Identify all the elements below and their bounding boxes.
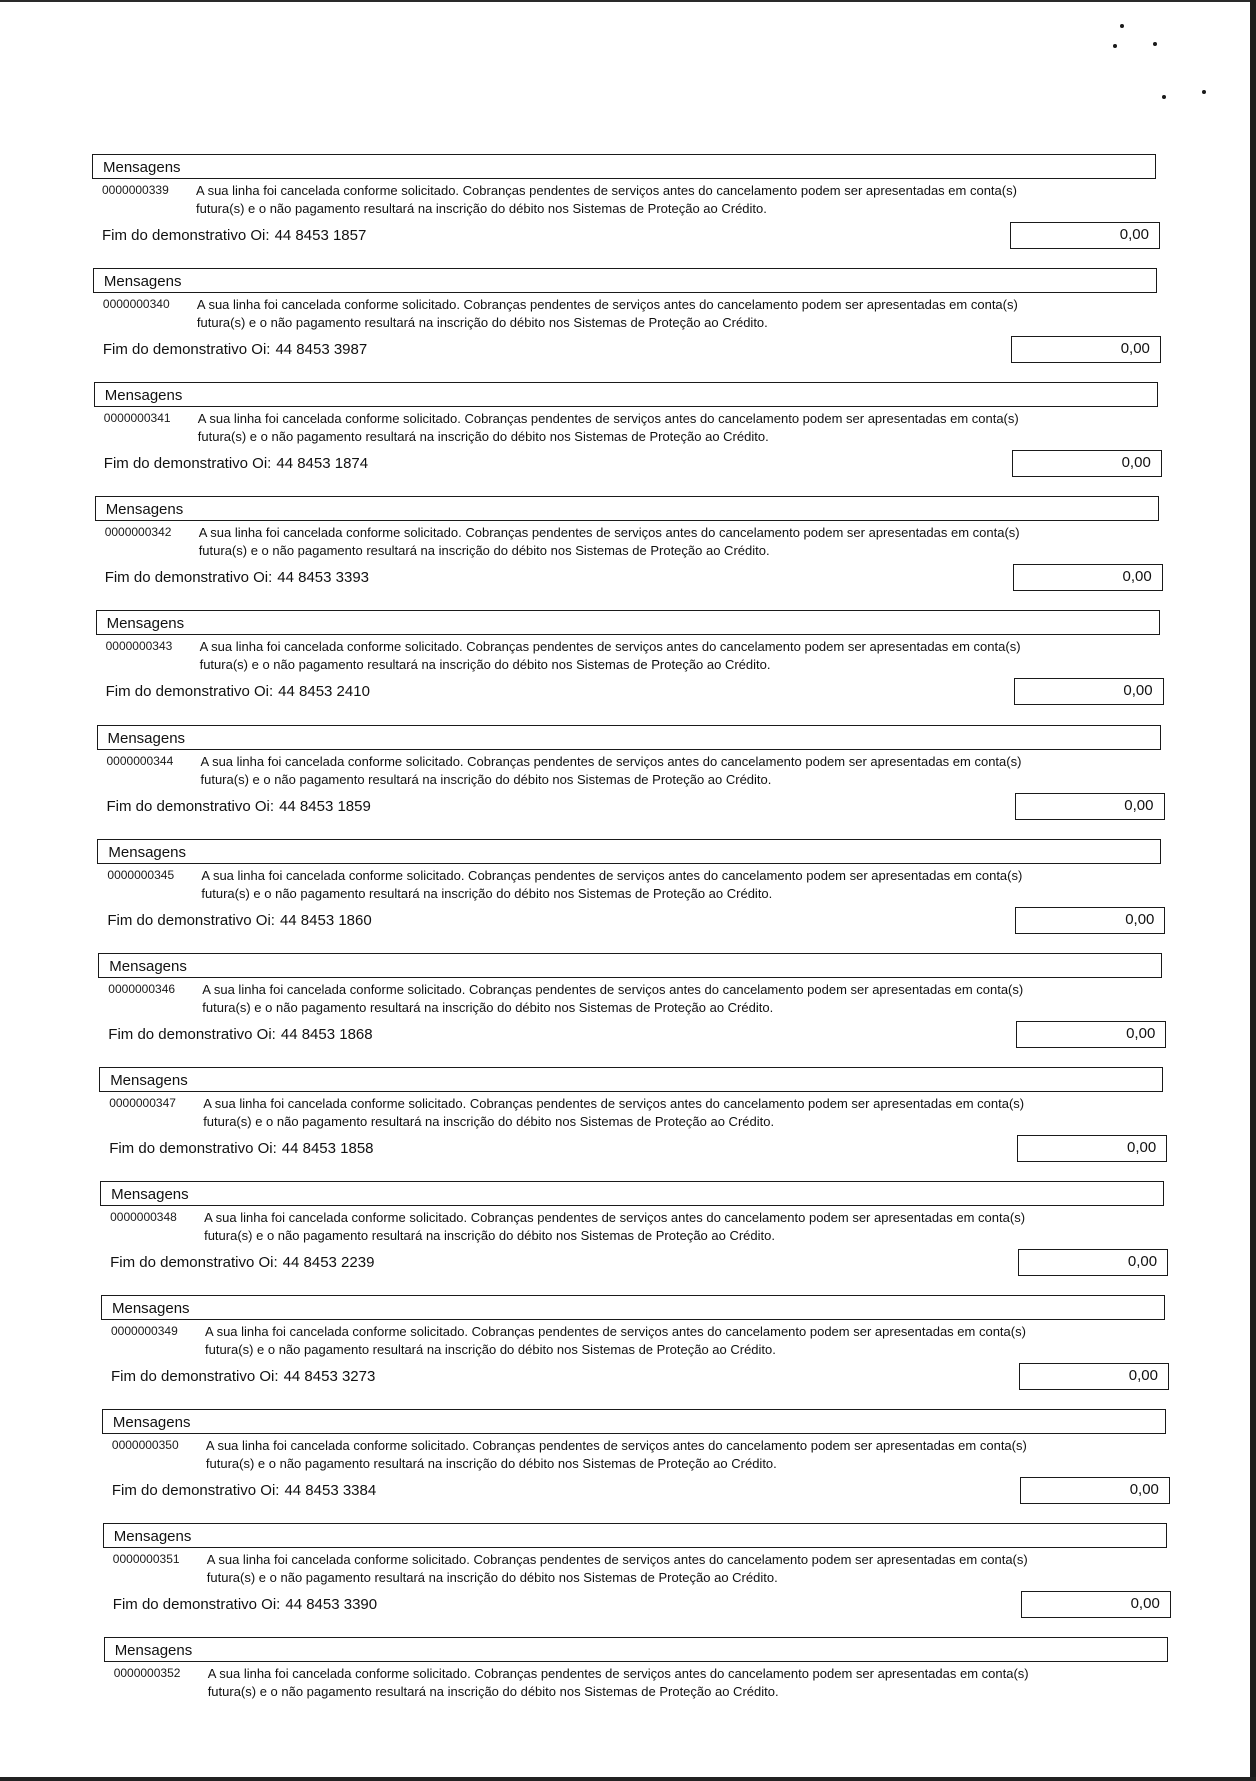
amount-box: 0,00 bbox=[1012, 450, 1162, 477]
statement-end-prefix: Fim do demonstrativo Oi: bbox=[105, 683, 274, 701]
message-text bbox=[205, 1323, 1165, 1359]
message-code: 0000000342 bbox=[104, 525, 172, 540]
messages-header-label: Mensagens bbox=[112, 1414, 191, 1432]
message-text-line-1: A sua linha foi cancelada conforme solicitado. Cobranças pendentes de serviços antes do cancelamento podem ser apresentadas em conta(s) bbox=[196, 297, 1018, 313]
message-text-line-1: A sua linha foi cancelada conforme solicitado. Cobranças pendentes de serviços antes do cancelamento podem ser apresentadas em conta(s) bbox=[207, 1666, 1029, 1682]
statement-end-prefix: Fim do demonstrativo Oi: bbox=[103, 455, 272, 473]
messages-header-label: Mensagens bbox=[105, 501, 184, 519]
message-text bbox=[204, 1209, 1164, 1245]
messages-header-label: Mensagens bbox=[108, 843, 186, 861]
statement-end-label bbox=[111, 1368, 375, 1386]
amount-box: 0,00 bbox=[1014, 678, 1164, 705]
message-code: 0000000340 bbox=[102, 297, 170, 312]
message-text bbox=[201, 753, 1161, 789]
message-text-line-1: A sua linha foi cancelada conforme solicitado. Cobranças pendentes de serviços antes do cancelamento podem ser apresentadas em conta(s) bbox=[202, 981, 1024, 997]
statement-end-label bbox=[103, 341, 367, 359]
message-text-line-1: A sua linha foi cancelada conforme solicitado. Cobranças pendentes de serviços antes do cancelamento podem ser apresentadas em conta(s) bbox=[198, 525, 1020, 541]
messages-header-label: Mensagens bbox=[103, 273, 182, 291]
message-section bbox=[5, 725, 1256, 825]
amount-box: 0,00 bbox=[1016, 1021, 1166, 1048]
phone-number: 44 8453 3390 bbox=[285, 1596, 378, 1614]
messages-header bbox=[100, 1181, 1164, 1206]
message-text bbox=[206, 1437, 1166, 1473]
message-text bbox=[197, 296, 1157, 332]
statement-end-prefix: Fim do demonstrativo Oi: bbox=[111, 1482, 280, 1500]
phone-number: 44 8453 1868 bbox=[280, 1025, 373, 1043]
amount-box: 0,00 bbox=[1018, 1249, 1168, 1276]
message-code: 0000000348 bbox=[110, 1209, 177, 1224]
message-text-line-2: futura(s) e o não pagamento resultará na inscrição do débito nos Sistemas de Proteção ao Crédito. bbox=[205, 1456, 777, 1472]
messages-header bbox=[93, 268, 1157, 293]
messages-header bbox=[95, 496, 1159, 521]
phone-number: 44 8453 1860 bbox=[279, 911, 372, 929]
message-section bbox=[7, 1067, 1256, 1167]
statement-end-prefix: Fim do demonstrativo Oi: bbox=[109, 1139, 277, 1157]
message-code: 0000000344 bbox=[106, 753, 174, 768]
statement-end-label bbox=[112, 1482, 376, 1500]
message-text-line-2: futura(s) e o não pagamento resultará na inscrição do débito nos Sistemas de Proteção ao Crédito. bbox=[207, 1684, 779, 1700]
statement-end-label bbox=[107, 912, 371, 930]
message-text bbox=[208, 1665, 1168, 1701]
amount-box: 0,00 bbox=[1015, 907, 1165, 934]
message-text-line-1: A sua linha foi cancelada conforme solicitado. Cobranças pendentes de serviços antes do cancelamento podem ser apresentadas em conta(s) bbox=[204, 1209, 1026, 1225]
message-text-line-2: futura(s) e o não pagamento resultará na inscrição do débito nos Sistemas de Proteção ao Crédito. bbox=[204, 1227, 775, 1243]
message-text-line-2: futura(s) e o não pagamento resultará na inscrição do débito nos Sistemas de Proteção ao Crédito. bbox=[203, 1113, 775, 1129]
messages-header bbox=[102, 1409, 1166, 1434]
statement-end-prefix: Fim do demonstrativo Oi: bbox=[104, 569, 273, 587]
message-section bbox=[11, 1523, 1256, 1623]
message-section bbox=[10, 1409, 1256, 1509]
messages-header bbox=[101, 1295, 1165, 1320]
statement-end-label bbox=[106, 683, 370, 701]
phone-number: 44 8453 2410 bbox=[278, 683, 370, 701]
message-text-line-2: futura(s) e o não pagamento resultará na inscrição do débito nos Sistemas de Proteção ao Crédito. bbox=[196, 315, 768, 331]
messages-header bbox=[94, 382, 1158, 407]
messages-header bbox=[98, 953, 1162, 978]
message-text-line-1: A sua linha foi cancelada conforme solicitado. Cobranças pendentes de serviços antes do cancelamento podem ser apresentadas em conta(s) bbox=[199, 639, 1021, 655]
phone-number: 44 8453 1858 bbox=[281, 1139, 374, 1157]
message-code: 0000000346 bbox=[108, 981, 176, 996]
message-section bbox=[0, 154, 1256, 254]
message-code: 0000000347 bbox=[109, 1095, 176, 1110]
statement-end-label bbox=[109, 1140, 373, 1158]
amount-box: 0,00 bbox=[1013, 564, 1163, 591]
statement-end-prefix: Fim do demonstrativo Oi: bbox=[110, 1253, 278, 1271]
message-code: 0000000343 bbox=[105, 639, 173, 654]
message-text bbox=[200, 638, 1160, 674]
message-code: 0000000349 bbox=[111, 1324, 178, 1338]
statement-end-label bbox=[102, 227, 366, 245]
message-text-line-1: A sua linha foi cancelada conforme solicitado. Cobranças pendentes de serviços antes do cancelamento podem ser apresentadas em conta(s) bbox=[197, 411, 1019, 427]
messages-header-label: Mensagens bbox=[114, 1642, 193, 1660]
message-section bbox=[9, 1295, 1256, 1395]
message-section bbox=[4, 610, 1256, 710]
message-code: 0000000345 bbox=[107, 867, 175, 882]
phone-number: 44 8453 3393 bbox=[277, 569, 370, 587]
messages-header-label: Mensagens bbox=[103, 159, 181, 176]
message-text bbox=[202, 981, 1162, 1017]
message-text bbox=[198, 410, 1158, 446]
statement-end-prefix: Fim do demonstrativo Oi: bbox=[106, 797, 275, 815]
message-text-line-2: futura(s) e o não pagamento resultará na inscrição do débito nos Sistemas de Proteção ao Crédito. bbox=[201, 885, 773, 901]
message-text-line-2: futura(s) e o não pagamento resultará na inscrição do débito nos Sistemas de Proteção ao Crédito. bbox=[199, 657, 771, 673]
message-text bbox=[201, 867, 1161, 903]
statement-end-label bbox=[110, 1254, 374, 1272]
phone-number: 44 8453 2239 bbox=[282, 1253, 375, 1271]
message-text-line-2: futura(s) e o não pagamento resultará na inscrição do débito nos Sistemas de Proteção ao Crédito. bbox=[202, 999, 774, 1015]
message-text-line-1: A sua linha foi cancelada conforme solicitado. Cobranças pendentes de serviços antes do cancelamento podem ser apresentadas em conta(s) bbox=[200, 753, 1022, 769]
phone-number: 44 8453 3987 bbox=[275, 341, 368, 359]
message-section bbox=[8, 1181, 1256, 1281]
messages-header bbox=[96, 610, 1160, 635]
message-code: 0000000350 bbox=[111, 1438, 179, 1453]
message-text-line-2: futura(s) e o não pagamento resultará na inscrição do débito nos Sistemas de Proteção ao Crédito. bbox=[197, 429, 769, 445]
message-text-line-2: futura(s) e o não pagamento resultará na inscrição do débito nos Sistemas de Proteção ao Crédito. bbox=[205, 1342, 776, 1357]
message-code: 0000000341 bbox=[103, 411, 171, 426]
amount-box: 0,00 bbox=[1010, 222, 1160, 249]
message-text-line-1: A sua linha foi cancelada conforme solicitado. Cobranças pendentes de serviços antes do cancelamento podem ser apresentadas em conta(s) bbox=[206, 1552, 1028, 1568]
message-code: 0000000351 bbox=[112, 1552, 180, 1567]
statement-end-prefix: Fim do demonstrativo Oi: bbox=[108, 1025, 276, 1043]
messages-header-label: Mensagens bbox=[104, 387, 183, 405]
message-section bbox=[5, 839, 1256, 939]
message-section bbox=[6, 953, 1256, 1053]
message-section bbox=[1, 268, 1256, 368]
statement-end-prefix: Fim do demonstrativo Oi: bbox=[112, 1596, 281, 1614]
message-text-line-1: A sua linha foi cancelada conforme solicitado. Cobranças pendentes de serviços antes do cancelamento podem ser apresentadas em conta(s) bbox=[205, 1438, 1027, 1454]
statement-end-label bbox=[108, 1026, 372, 1044]
statement-end-label bbox=[113, 1596, 377, 1614]
messages-header-label: Mensagens bbox=[111, 1185, 189, 1203]
message-code: 0000000339 bbox=[102, 183, 169, 197]
message-code: 0000000352 bbox=[113, 1666, 181, 1681]
message-text bbox=[199, 524, 1159, 560]
message-text-line-2: futura(s) e o não pagamento resultará na inscrição do débito nos Sistemas de Proteção ao Crédito. bbox=[206, 1570, 778, 1586]
message-text bbox=[207, 1551, 1167, 1587]
message-text-line-1: A sua linha foi cancelada conforme solicitado. Cobranças pendentes de serviços antes do cancelamento podem ser apresentadas em conta(s) bbox=[205, 1324, 1026, 1339]
message-section bbox=[3, 496, 1256, 596]
messages-header bbox=[97, 839, 1161, 864]
messages-header bbox=[103, 1523, 1167, 1548]
statement-end-label bbox=[105, 569, 369, 587]
message-text-line-1: A sua linha foi cancelada conforme solicitado. Cobranças pendentes de serviços antes do cancelamento podem ser apresentadas em conta(s) bbox=[201, 867, 1023, 883]
message-section bbox=[2, 382, 1256, 482]
amount-box: 0,00 bbox=[1021, 1591, 1171, 1618]
amount-box: 0,00 bbox=[1019, 1363, 1169, 1390]
message-text bbox=[203, 1095, 1163, 1131]
message-section bbox=[12, 1637, 1256, 1737]
messages-header-label: Mensagens bbox=[112, 1300, 190, 1317]
message-text-line-1: A sua linha foi cancelada conforme solicitado. Cobranças pendentes de serviços antes do cancelamento podem ser apresentadas em conta(s) bbox=[196, 183, 1017, 198]
phone-number: 44 8453 1874 bbox=[276, 455, 369, 473]
messages-header-label: Mensagens bbox=[109, 957, 187, 975]
statement-end-label bbox=[107, 798, 371, 816]
messages-header-label: Mensagens bbox=[106, 615, 185, 633]
amount-box: 0,00 bbox=[1011, 336, 1161, 363]
messages-header-label: Mensagens bbox=[113, 1528, 192, 1546]
statement-end-prefix: Fim do demonstrativo Oi: bbox=[111, 1368, 279, 1385]
message-text bbox=[196, 182, 1156, 218]
message-text-line-2: futura(s) e o não pagamento resultará na inscrição do débito nos Sistemas de Proteção ao Crédito. bbox=[200, 771, 772, 787]
message-text-line-1: A sua linha foi cancelada conforme solicitado. Cobranças pendentes de serviços antes do cancelamento podem ser apresentadas em conta(s) bbox=[203, 1095, 1025, 1111]
phone-number: 44 8453 3384 bbox=[284, 1482, 377, 1500]
statement-end-label bbox=[104, 455, 368, 473]
messages-header-label: Mensagens bbox=[107, 729, 186, 747]
phone-number: 44 8453 1859 bbox=[279, 797, 371, 815]
amount-box: 0,00 bbox=[1020, 1477, 1170, 1504]
messages-header bbox=[97, 725, 1161, 750]
amount-box: 0,00 bbox=[1017, 1135, 1167, 1162]
statement-end-prefix: Fim do demonstrativo Oi: bbox=[102, 341, 271, 359]
messages-header bbox=[99, 1067, 1163, 1092]
messages-header bbox=[104, 1637, 1168, 1662]
messages-header-label: Mensagens bbox=[110, 1071, 188, 1089]
message-text-line-2: futura(s) e o não pagamento resultará na inscrição do débito nos Sistemas de Proteção ao Crédito. bbox=[198, 543, 770, 559]
statement-end-prefix: Fim do demonstrativo Oi: bbox=[107, 911, 275, 929]
messages-header bbox=[92, 154, 1156, 179]
phone-number: 44 8453 3273 bbox=[283, 1368, 376, 1385]
statement-end-prefix: Fim do demonstrativo Oi: bbox=[102, 227, 270, 244]
message-text-line-2: futura(s) e o não pagamento resultará na inscrição do débito nos Sistemas de Proteção ao Crédito. bbox=[196, 201, 767, 216]
phone-number: 44 8453 1857 bbox=[274, 227, 367, 244]
amount-box: 0,00 bbox=[1015, 793, 1165, 820]
